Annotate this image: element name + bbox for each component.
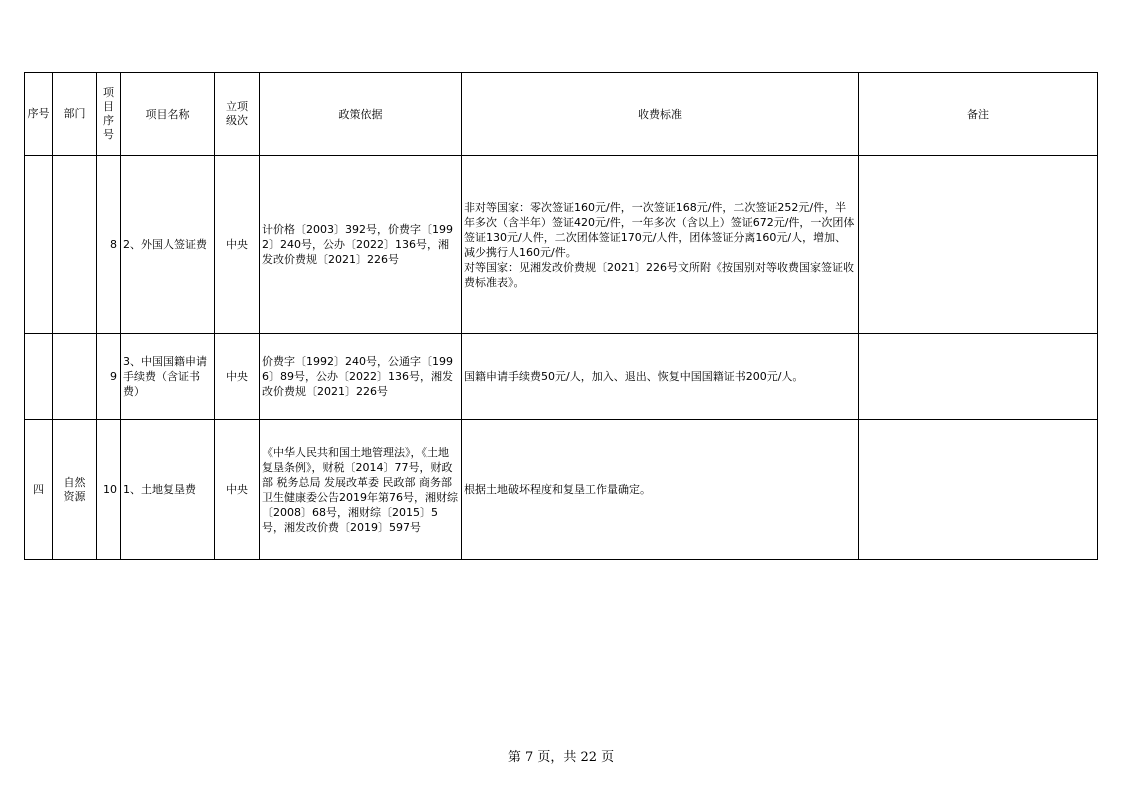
table-row <box>25 156 1098 334</box>
cell-level: 中央 <box>215 334 260 420</box>
header-item-name: 项目名称 <box>121 73 215 156</box>
cell-item-name: 3、中国国籍申请手续费（含证书费） <box>121 334 215 420</box>
header-remark: 备注 <box>859 73 1098 156</box>
header-seq: 序号 <box>25 73 53 156</box>
header-policy: 政策依据 <box>260 73 462 156</box>
cell-dept: 自然资源 <box>53 420 97 560</box>
cell-dept <box>53 156 97 334</box>
cell-remark <box>859 156 1098 334</box>
cell-level: 中央 <box>215 156 260 334</box>
header-dept: 部门 <box>53 73 97 156</box>
cell-item-name: 2、外国人签证费 <box>121 156 215 334</box>
table-row <box>25 420 1098 560</box>
cell-policy: 《中华人民共和国土地管理法》，《土地复垦条例》，财税〔2014〕77号，财政部 税务总局 发展改革委 民政部 商务部 卫生健康委公告2019年第76号，湘财综〔2008〕68号，湘财综〔2015〕5号，湘发改价费〔2019〕597号 <box>260 420 462 560</box>
header-standard: 收费标准 <box>462 73 859 156</box>
page-footer: 第 7 页，共 22 页 <box>507 750 615 765</box>
cell-standard: 国籍申请手续费50元/人，加入、退出、恢复中国国籍证书200元/人。 <box>462 334 859 420</box>
cell-remark <box>859 420 1098 560</box>
cell-standard: 非对等国家：零次签证160元/件，一次签证168元/件，二次签证252元/件，半年多次（含半年）签证420元/件，一年多次（含以上）签证672元/件，一次团体签证130元/人件，二次团体签证170元/人件，团体签证分离160元/人，增加、减少携行人160元/件。 对等国家：见湘发改价费规〔2021〕226号文所附《按国别对等收费国家签证收费标准表》。 <box>462 156 859 334</box>
cell-seq <box>25 156 53 334</box>
cell-item-name: 1、土地复垦费 <box>121 420 215 560</box>
cell-seq <box>25 334 53 420</box>
table-row <box>25 334 1098 420</box>
header-item-no: 项目序号 <box>97 73 121 156</box>
cell-item-no: 8 <box>97 156 121 334</box>
cell-policy: 计价格〔2003〕392号，价费字〔1992〕240号，公办〔2022〕136号，湘发改价费规〔2021〕226号 <box>260 156 462 334</box>
cell-standard: 根据土地破坏程度和复垦工作量确定。 <box>462 420 859 560</box>
cell-item-no: 10 <box>97 420 121 560</box>
cell-dept <box>53 334 97 420</box>
cell-level: 中央 <box>215 420 260 560</box>
cell-policy: 价费字〔1992〕240号，公通字〔1996〕89号，公办〔2022〕136号，湘发改价费规〔2021〕226号 <box>260 334 462 420</box>
header-level: 立项级次 <box>215 73 260 156</box>
cell-remark <box>859 334 1098 420</box>
cell-item-no: 9 <box>97 334 121 420</box>
header-row <box>25 73 1098 156</box>
fee-table <box>24 72 1098 560</box>
cell-seq: 四 <box>25 420 53 560</box>
